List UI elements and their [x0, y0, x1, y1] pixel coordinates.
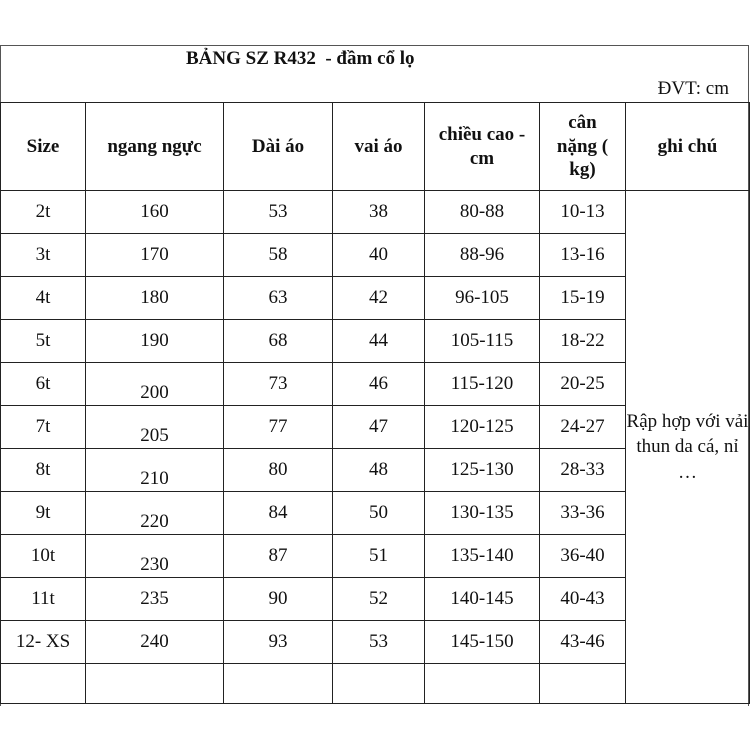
shoulder-cell: 48 [333, 449, 425, 492]
chest-cell [86, 492, 224, 535]
header-length: Dài áo [224, 103, 333, 191]
height-cell: 145-150 [425, 621, 540, 664]
chest-cell: 170 [86, 234, 224, 277]
height-cell: 105-115 [425, 320, 540, 363]
weight-cell: 33-36 [540, 492, 626, 535]
chest-value: 200 [140, 382, 169, 403]
empty-cell [86, 664, 224, 704]
unit-label: ĐVT: cm [657, 78, 729, 99]
chart-title: BẢNG SZ R432 - đầm cổ lọ [186, 48, 415, 69]
empty-cell [425, 664, 540, 704]
length-cell: 93 [224, 621, 333, 664]
chest-cell: 240 [86, 621, 224, 664]
size-cell: 11t [1, 578, 86, 621]
header-note: ghi chú [626, 103, 750, 191]
height-cell: 140-145 [425, 578, 540, 621]
size-cell: 9t [1, 492, 86, 535]
length-cell: 63 [224, 277, 333, 320]
table-row [1, 191, 750, 234]
header-chest: ngang ngực [86, 103, 224, 191]
height-cell: 120-125 [425, 406, 540, 449]
empty-cell [540, 664, 626, 704]
length-cell: 68 [224, 320, 333, 363]
weight-cell: 10-13 [540, 191, 626, 234]
weight-cell: 43-46 [540, 621, 626, 664]
shoulder-cell: 42 [333, 277, 425, 320]
header-row [1, 103, 750, 191]
header-shoulder: vai áo [333, 103, 425, 191]
height-cell: 96-105 [425, 277, 540, 320]
height-cell: 115-120 [425, 363, 540, 406]
size-cell: 6t [1, 363, 86, 406]
chest-cell: 160 [86, 191, 224, 234]
note-cell: Rập hợp với vải thun da cá, nỉ … [626, 191, 750, 704]
size-cell: 4t [1, 277, 86, 320]
length-cell: 58 [224, 234, 333, 277]
length-cell: 90 [224, 578, 333, 621]
chest-cell: 180 [86, 277, 224, 320]
weight-cell: 13-16 [540, 234, 626, 277]
chest-cell [86, 406, 224, 449]
height-cell: 88-96 [425, 234, 540, 277]
weight-cell: 20-25 [540, 363, 626, 406]
length-cell: 77 [224, 406, 333, 449]
size-cell: 8t [1, 449, 86, 492]
height-cell: 135-140 [425, 535, 540, 578]
shoulder-cell: 46 [333, 363, 425, 406]
length-cell: 53 [224, 191, 333, 234]
chest-cell [86, 535, 224, 578]
weight-cell: 28-33 [540, 449, 626, 492]
chest-value: 210 [140, 468, 169, 489]
length-cell: 80 [224, 449, 333, 492]
length-cell: 87 [224, 535, 333, 578]
shoulder-cell: 38 [333, 191, 425, 234]
shoulder-cell: 47 [333, 406, 425, 449]
shoulder-cell: 51 [333, 535, 425, 578]
height-cell: 80-88 [425, 191, 540, 234]
length-cell: 84 [224, 492, 333, 535]
height-cell: 125-130 [425, 449, 540, 492]
weight-cell: 40-43 [540, 578, 626, 621]
length-cell: 73 [224, 363, 333, 406]
header-size: Size [1, 103, 86, 191]
height-cell: 130-135 [425, 492, 540, 535]
chest-cell: 235 [86, 578, 224, 621]
weight-cell: 18-22 [540, 320, 626, 363]
chest-value: 230 [140, 554, 169, 575]
weight-cell: 15-19 [540, 277, 626, 320]
size-cell: 10t [1, 535, 86, 578]
weight-cell: 24-27 [540, 406, 626, 449]
chest-value: 220 [140, 511, 169, 532]
weight-cell: 36-40 [540, 535, 626, 578]
chest-cell [86, 449, 224, 492]
shoulder-cell: 52 [333, 578, 425, 621]
chest-cell [86, 363, 224, 406]
size-cell: 12- XS [1, 621, 86, 664]
empty-cell [333, 664, 425, 704]
empty-cell [1, 664, 86, 704]
shoulder-cell: 44 [333, 320, 425, 363]
header-weight: cân nặng ( kg) [540, 103, 626, 191]
size-cell: 5t [1, 320, 86, 363]
shoulder-cell: 53 [333, 621, 425, 664]
shoulder-cell: 40 [333, 234, 425, 277]
size-cell: 2t [1, 191, 86, 234]
size-table [0, 102, 750, 704]
chest-cell: 190 [86, 320, 224, 363]
size-cell: 3t [1, 234, 86, 277]
header-height: chiều cao - cm [425, 103, 540, 191]
size-cell: 7t [1, 406, 86, 449]
shoulder-cell: 50 [333, 492, 425, 535]
empty-cell [224, 664, 333, 704]
chest-value: 205 [140, 425, 169, 446]
